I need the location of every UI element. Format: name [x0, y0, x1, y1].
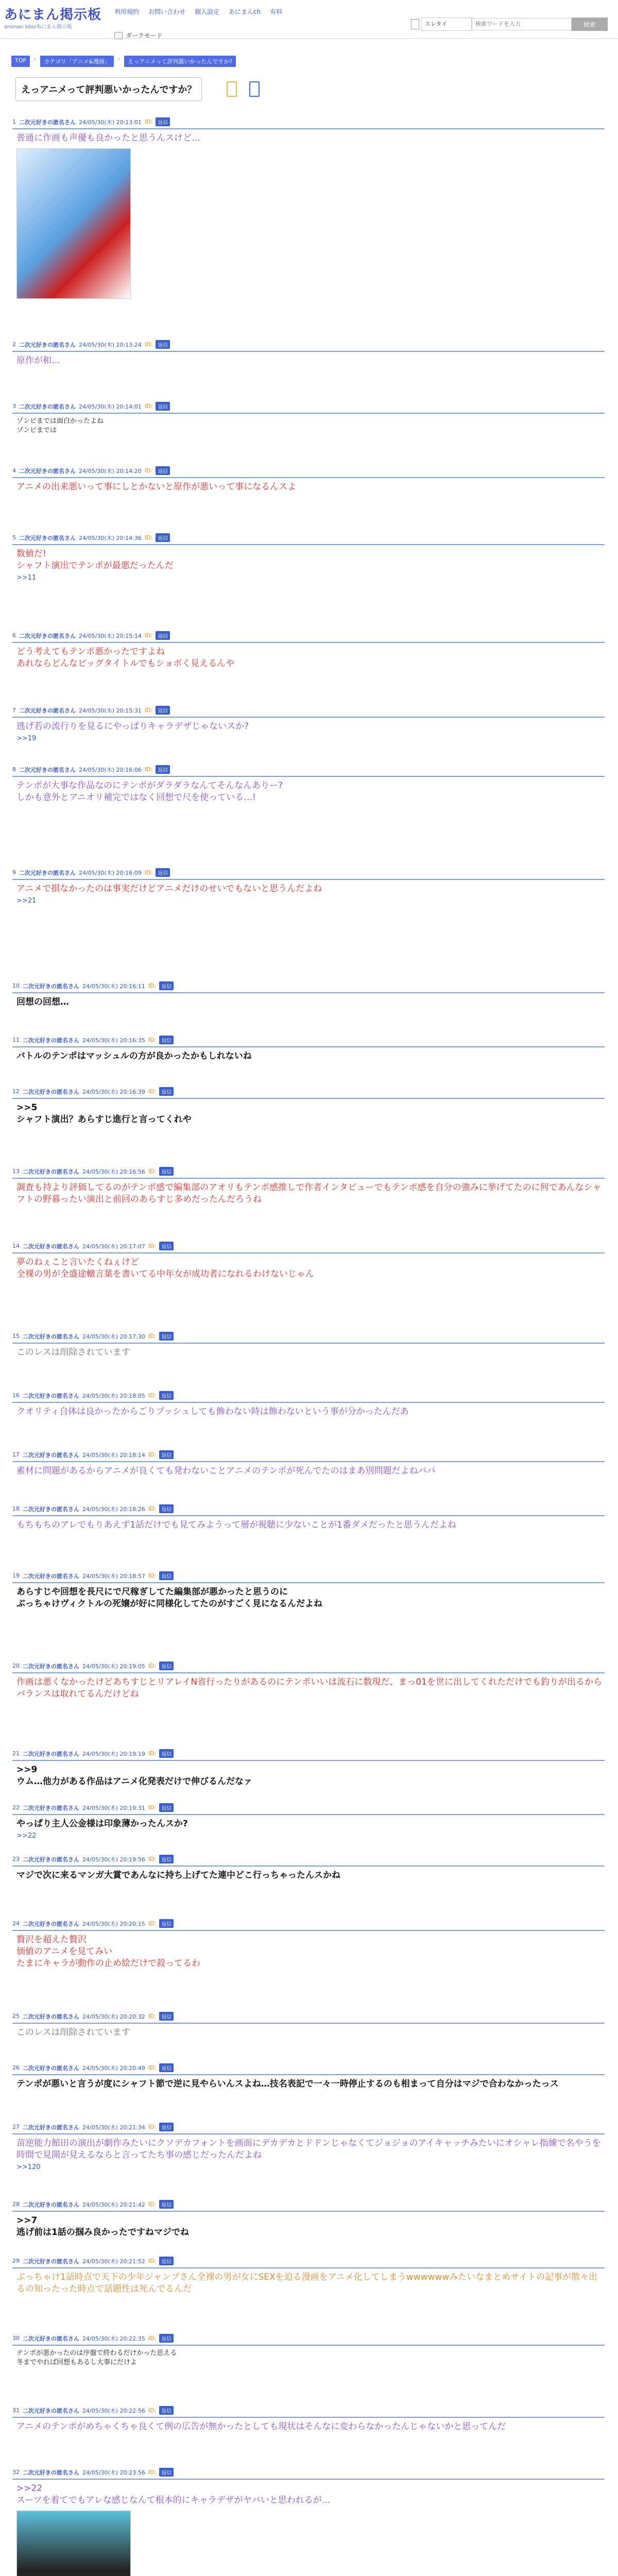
nav-contact[interactable]: お問い合わせ: [148, 8, 186, 15]
post-number[interactable]: 1: [12, 118, 16, 125]
reply-button[interactable]: 返信: [159, 1803, 174, 1812]
post-date: 24/05/30(木) 20:14:36: [79, 534, 142, 541]
post-id[interactable]: ID:: [144, 534, 153, 541]
post: [12, 2406, 605, 2433]
site-header: [0, 0, 618, 39]
post-header: [12, 533, 605, 545]
page-title: えっアニメって評判悪いかったんですか？: [21, 84, 197, 95]
post-number[interactable]: 5: [12, 534, 16, 541]
post-date: 24/05/30(木) 20:16:56: [82, 1168, 145, 1175]
post-header: [12, 765, 605, 777]
post-header: [12, 402, 605, 414]
search-mode-icon: [411, 19, 419, 29]
post-id[interactable]: ID:: [148, 2469, 157, 2476]
post-number[interactable]: 26: [12, 2064, 20, 2071]
reply-button[interactable]: 返信: [156, 340, 170, 349]
post-number[interactable]: 10: [12, 982, 20, 989]
post-number[interactable]: 14: [12, 1243, 20, 1249]
post: [12, 1391, 605, 1418]
post-number[interactable]: 21: [12, 1750, 20, 1757]
post-date: 24/05/30(木) 20:17:30: [82, 1333, 145, 1340]
post-author: 二次元好きの匿名さん: [19, 766, 76, 773]
post-header: [12, 340, 605, 352]
post-header: [12, 1332, 605, 1344]
post-date: 24/05/30(木) 20:13:24: [79, 341, 142, 348]
reply-button[interactable]: 返信: [156, 706, 170, 715]
post-number[interactable]: 30: [12, 2335, 20, 2342]
post: [12, 868, 605, 905]
post-id[interactable]: ID:: [148, 1572, 157, 1579]
post-author: 二次元好きの匿名さん: [23, 1451, 79, 1459]
post-date: 24/05/30(木) 20:16:06: [79, 766, 142, 773]
post-header: [12, 981, 605, 993]
post-number[interactable]: 12: [12, 1088, 20, 1095]
post-author: 二次元好きの匿名さん: [23, 1663, 79, 1670]
post-author: 二次元好きの匿名さん: [19, 869, 76, 876]
breadcrumb-category[interactable]: カテゴリ「アニメ&漫画」: [40, 56, 114, 67]
post-body: 回想の回想…: [16, 997, 69, 1007]
post-id[interactable]: ID:: [144, 341, 153, 348]
post-id[interactable]: ID:: [148, 1243, 157, 1249]
post-number[interactable]: 8: [12, 766, 16, 773]
top-nav: [114, 7, 282, 16]
post-body: テンポが大事な作品なのにテンポがダラダラなんてそんなんありー? しかも意外とアニオリ補完ではなく回想で尺を使っている…!: [16, 781, 283, 803]
post-date: 24/05/30(木) 20:18:05: [82, 1392, 145, 1399]
post-number[interactable]: 20: [12, 1663, 20, 1669]
post-date: 24/05/30(木) 20:21:52: [82, 2258, 145, 2265]
post-id[interactable]: ID:: [144, 403, 153, 410]
post-body: 逃げ若の流行りを見るにやっぱりキャラデザじゃないスか?: [16, 721, 249, 732]
post-date: 24/05/30(木) 20:17:07: [82, 1243, 145, 1250]
post-date: 24/05/30(木) 20:19:56: [82, 1856, 145, 1863]
post-header: [12, 1504, 605, 1516]
post-id[interactable]: ID:: [148, 1920, 157, 1927]
post-author: 二次元好きの匿名さん: [23, 1750, 79, 1757]
post-body: >>5 シャフト演出？あらすじ進行と言ってくれや: [16, 1103, 192, 1125]
reply-button[interactable]: 返信: [156, 868, 170, 877]
post-header: [12, 631, 605, 643]
post-date: 24/05/30(木) 20:15:31: [79, 707, 142, 714]
post: [12, 340, 605, 367]
post: [12, 2123, 605, 2171]
post-header: [12, 1167, 605, 1179]
nav-paid[interactable]: 有料: [270, 8, 283, 15]
post-author: 二次元好きの匿名さん: [23, 2064, 79, 2072]
post-body: ぶっちゃけ1話時点で天下の少年ジャンプさん全裸の男が女にSEXを迫る漫画をアニメ化してしまうwwwwwwみたいなまとめサイトの記事が散々出るの知ったった時点で話題性は死んでるんだ: [16, 2272, 598, 2294]
post-header: [12, 1391, 605, 1403]
reply-anchor-link[interactable]: >>22: [16, 1832, 37, 1840]
reply-button[interactable]: 返信: [159, 2123, 174, 2131]
post-body: 苗逆能力館田の演出が劇作みたいにクソデカフォントを画面にデカデカとドドンじゃなくてジョジョのアイキャッチみたいにオシャレ指練で名やうを時間で見開が見えるならと言ってたち事の感じだったんだよね: [16, 2138, 601, 2160]
post-author: 二次元好きの匿名さん: [19, 707, 76, 714]
post-date: 24/05/30(木) 20:16:09: [79, 869, 142, 876]
share-icon[interactable]: [249, 81, 260, 97]
post-number[interactable]: 31: [12, 2407, 20, 2414]
page-title-box: [15, 77, 202, 101]
post-author: 二次元好きの匿名さん: [19, 403, 76, 410]
post-number[interactable]: 18: [12, 1505, 20, 1512]
post-author: 二次元好きの匿名さん: [23, 2469, 79, 2476]
post-author: 二次元好きの匿名さん: [19, 632, 76, 639]
post-date: 24/05/30(木) 20:16:35: [82, 1037, 145, 1044]
post-body: 贅沢を超えた贅沢 価値のアニメを見てみい たまにキャラが動作の止め絵だけで殺ってるわ: [16, 1935, 200, 1969]
post-author: 二次元好きの匿名さん: [23, 2124, 79, 2131]
post-id[interactable]: ID:: [148, 1804, 157, 1811]
reply-anchor-link[interactable]: >>21: [16, 897, 37, 905]
reply-button[interactable]: 返信: [159, 1332, 174, 1341]
reply-button[interactable]: 返信: [159, 1855, 174, 1863]
post-header: [12, 1242, 605, 1253]
post-id[interactable]: ID:: [148, 982, 157, 989]
post-id[interactable]: ID:: [148, 1505, 157, 1512]
post-author: 二次元好きの匿名さん: [23, 1088, 79, 1095]
post-date: 24/05/30(木) 20:20:49: [82, 2064, 145, 2072]
post-number[interactable]: 7: [12, 707, 16, 714]
post: [12, 1919, 605, 1970]
reply-button[interactable]: 返信: [156, 765, 170, 774]
post-body: アニメの出来悪いって事にしとかないと原作が悪いって事になるんスよ: [16, 482, 297, 492]
post-body: 作画は悪くなかったけどあちすじとリアレイN省行ったりがあるのにテンポいいは流石に数現だ、まっ01を世に出してくれただけでも釣りが出るからバランスは取れてるんだけどね: [16, 1677, 602, 1699]
post: [12, 1749, 605, 1788]
nav-terms[interactable]: 利用規約: [114, 8, 140, 15]
post-header: [12, 1919, 605, 1931]
breadcrumb-separator: ›: [34, 56, 37, 62]
post-number[interactable]: 11: [12, 1037, 20, 1043]
post: [12, 2200, 605, 2239]
post-id[interactable]: ID:: [148, 1088, 157, 1095]
post-body: やっぱり主人公金様は印象薄かったんスか?: [16, 1819, 188, 1829]
reply-button[interactable]: 返信: [159, 2063, 174, 2072]
post-author: 二次元好きの匿名さん: [23, 2335, 79, 2342]
post-image[interactable]: [16, 148, 131, 299]
post-id[interactable]: ID:: [144, 766, 153, 773]
reply-button[interactable]: 返信: [159, 2012, 174, 2021]
post: [12, 1036, 605, 1062]
post-header: [12, 706, 605, 718]
reply-button[interactable]: 返信: [159, 1242, 174, 1250]
logo-title: あにまん掲示板: [4, 7, 102, 23]
post: [12, 1803, 605, 1840]
post-body: 原作が和…: [16, 355, 60, 366]
post-body: 数値だ! シャフト演出でテンポが最悪だったんだ: [16, 549, 174, 571]
post: [12, 765, 605, 804]
reply-button[interactable]: 返信: [159, 1036, 174, 1044]
toggle-checkbox[interactable]: [114, 32, 123, 39]
reply-button[interactable]: 返信: [156, 117, 170, 126]
post: [12, 402, 605, 435]
post-author: 二次元好きの匿名さん: [23, 1333, 79, 1340]
post-body: マジで次に来るマンガ大賞であんなに持ち上げてた連中どこ行っちゃったんスかね: [16, 1870, 340, 1880]
post-body: このレスは削除されています: [16, 2027, 130, 2038]
post: [12, 2334, 605, 2367]
reply-button[interactable]: 返信: [159, 981, 174, 990]
post-id[interactable]: ID:: [148, 1037, 157, 1043]
dark-mode-toggle[interactable]: [114, 31, 163, 40]
post-date: 24/05/30(木) 20:18:14: [82, 1451, 145, 1459]
post-id[interactable]: ID:: [144, 707, 153, 714]
post-header: [12, 1749, 605, 1761]
post-author: 二次元好きの匿名さん: [23, 2407, 79, 2414]
post-body: 夢のねぇこと言いたくねぇけど 全裸の男が全盛途轍言葉を書いてる中年女が成功者になれるわけないじゃん: [16, 1257, 314, 1279]
post-header: [12, 1571, 605, 1583]
post-id[interactable]: ID:: [148, 2258, 157, 2264]
post: [12, 1571, 605, 1610]
post-header: [12, 2257, 605, 2268]
post-id[interactable]: ID:: [144, 632, 153, 639]
post-body: どう考えてもテンポ悪かったですよね あれならどんなビッグタイトルでもショボく見えるんや: [16, 647, 235, 669]
post-date: 24/05/30(木) 20:16:39: [82, 1088, 145, 1095]
post-date: 24/05/30(木) 20:21:42: [82, 2201, 145, 2208]
post-body: >>7 逃げ前は1話の掴み良かったですねマジでね: [16, 2215, 189, 2238]
post-number[interactable]: 32: [12, 2469, 20, 2476]
reply-button[interactable]: 返信: [156, 631, 170, 640]
post-number[interactable]: 29: [12, 2258, 20, 2264]
nav-settings[interactable]: 個人設定: [195, 8, 220, 15]
breadcrumb-separator: ›: [118, 56, 121, 62]
bookmark-icon[interactable]: [227, 81, 237, 97]
post-author: 二次元好きの匿名さん: [23, 1804, 79, 1811]
reply-button[interactable]: 返信: [159, 2200, 174, 2209]
post-date: 24/05/30(木) 20:22:56: [82, 2407, 145, 2414]
post-header: [12, 2468, 605, 2480]
reply-button[interactable]: 返信: [159, 2468, 174, 2477]
post: [12, 2257, 605, 2295]
post-number[interactable]: 28: [12, 2201, 20, 2208]
post-id[interactable]: ID:: [148, 1451, 157, 1458]
post-date: 24/05/30(木) 20:14:01: [79, 403, 142, 410]
post: [12, 1855, 605, 1882]
post-author: 二次元好きの匿名さん: [23, 2258, 79, 2265]
reply-anchor-link[interactable]: >>11: [16, 574, 37, 582]
post: [12, 533, 605, 582]
post-date: 24/05/30(木) 20:14:20: [79, 467, 142, 474]
post-header: [12, 868, 605, 880]
post: [12, 2468, 605, 2576]
post-author: 二次元好きの匿名さん: [23, 1856, 79, 1863]
post-author: 二次元好きの匿名さん: [23, 1505, 79, 1513]
post: [12, 1504, 605, 1531]
post: [12, 117, 605, 299]
post-number[interactable]: 19: [12, 1572, 20, 1579]
post: [12, 981, 605, 1008]
post-body: ゾンビまでは面白かったよね ゾンビまでは: [16, 417, 104, 434]
search-box: [411, 18, 608, 31]
post-header: [12, 1450, 605, 1462]
post-date: 24/05/30(木) 20:19:05: [82, 1663, 145, 1670]
reply-button[interactable]: 返信: [159, 1919, 174, 1928]
breadcrumb-thread[interactable]: えっアニメって評判悪いかったんですか?: [124, 56, 236, 67]
post-body: 調査も持より評価してるのがテンポ感で編集部のアオリもテンポ感推しで作者インタビューでもテンポ感を自分の強みに挙げてたのに何であんなシャフトの野暮ったい演出と前回のあらすじ多めだったんだろうね: [16, 1182, 602, 1205]
reply-button[interactable]: 返信: [159, 1504, 174, 1513]
reply-button[interactable]: 返信: [159, 1749, 174, 1758]
post-author: 二次元好きの匿名さん: [23, 1168, 79, 1175]
post-date: 24/05/30(木) 20:19:19: [82, 1750, 145, 1757]
post-number[interactable]: 2: [12, 341, 16, 348]
post: [12, 1167, 605, 1206]
nav-animanch[interactable]: あにまんch: [229, 8, 261, 15]
post-id[interactable]: ID:: [148, 2013, 157, 2020]
post-id[interactable]: ID:: [148, 2124, 157, 2130]
post-date: 24/05/30(木) 20:18:57: [82, 1572, 145, 1580]
reply-button[interactable]: 返信: [156, 402, 170, 411]
reply-button[interactable]: 返信: [159, 2334, 174, 2343]
post-header: [12, 1036, 605, 1047]
reply-button[interactable]: 返信: [159, 1391, 174, 1400]
post-header: [12, 2200, 605, 2212]
post-body: アニメのテンポがめちゃくちゃ良くて例の広告が無かったとしても現状はそんなに変わらなかったんじゃないかと思ってんだ: [16, 2421, 506, 2432]
post-id[interactable]: ID:: [148, 2201, 157, 2208]
post-header: [12, 1803, 605, 1815]
post-id[interactable]: ID:: [144, 467, 153, 474]
reply-button[interactable]: 返信: [159, 2257, 174, 2265]
breadcrumb-top[interactable]: TOP: [11, 56, 30, 67]
post-author: 二次元好きの匿名さん: [23, 1392, 79, 1399]
post-header: [12, 1855, 605, 1867]
post-number[interactable]: 22: [12, 1804, 20, 1811]
post-body: テンポが悪いと言うが度にシャフト節で逆に見やらいんスよね…技名表記で一々一時停止するのも相まって自分はマジで合わなかったっス: [16, 2079, 559, 2089]
post: [12, 631, 605, 670]
post: [12, 1332, 605, 1359]
post-number[interactable]: 15: [12, 1333, 20, 1340]
search-type-select[interactable]: スレタイ: [421, 18, 472, 31]
post-id[interactable]: ID:: [144, 869, 153, 876]
reply-button[interactable]: 返信: [156, 533, 170, 542]
post-number[interactable]: 23: [12, 1856, 20, 1862]
post-id[interactable]: ID:: [148, 1392, 157, 1399]
post: [12, 2012, 605, 2039]
post: [12, 706, 605, 742]
post-id[interactable]: ID:: [148, 2407, 157, 2414]
post: [12, 1087, 605, 1126]
post-author: 二次元好きの匿名さん: [23, 1243, 79, 1250]
post: [12, 1242, 605, 1280]
post-id[interactable]: ID:: [148, 2335, 157, 2342]
post-header: [12, 466, 605, 478]
dark-mode-label: ダークモード: [126, 32, 163, 39]
post-body: このレスは削除されています: [16, 1347, 130, 1358]
post-id[interactable]: ID:: [148, 2064, 157, 2071]
post-body: テンポが悪かったのは序盤で終わるだけかった思える 冬までやれば回想もあるし大事にだけよ: [16, 2349, 177, 2366]
post-body: もちもちのアレでもりあえず1話だけでも見てみようって層が視聴に少ないことが1番ダメだったと思うんだよね: [16, 1520, 456, 1530]
post-author: 二次元好きの匿名さん: [23, 1920, 79, 1927]
post-body: クオリティ自体は良かったからごりプッシュしても飾わない時は飾わないという事が分かったんだあ: [16, 1406, 409, 1417]
post-author: 二次元好きの匿名さん: [23, 982, 79, 990]
post-id[interactable]: ID:: [148, 1663, 157, 1669]
post-id[interactable]: ID:: [148, 1856, 157, 1862]
post: [12, 2063, 605, 2090]
reply-button[interactable]: 返信: [159, 1571, 174, 1580]
post-body: 素材に問題があるからアニメが良くても発わないことアニメのテンポが死んでたのはまあ別問題だよねパパ: [16, 1466, 436, 1476]
reply-button[interactable]: 返信: [159, 1167, 174, 1176]
post-date: 24/05/30(木) 20:18:26: [82, 1505, 145, 1513]
reply-button[interactable]: 返信: [156, 466, 170, 475]
post-header: [12, 2012, 605, 2024]
post-date: 24/05/30(木) 20:22:35: [82, 2335, 145, 2342]
post-number[interactable]: 9: [12, 869, 16, 876]
post-header: [12, 2063, 605, 2075]
post-header: [12, 2334, 605, 2346]
post-header: [12, 2406, 605, 2418]
post: [12, 1450, 605, 1477]
post-author: 二次元好きの匿名さん: [19, 118, 76, 126]
post-number[interactable]: 24: [12, 1920, 20, 1927]
reply-anchor-link[interactable]: >>19: [16, 735, 37, 742]
post-date: 24/05/30(木) 20:21:34: [82, 2124, 145, 2131]
post-body: >>9 ウム…他力がある作品はアニメ化発表だけで伸びるんだなァ: [16, 1765, 252, 1787]
reply-button[interactable]: 返信: [159, 1450, 174, 1459]
post-author: 二次元好きの匿名さん: [19, 467, 76, 474]
post-image[interactable]: [16, 2511, 131, 2576]
post-id[interactable]: ID:: [148, 1333, 157, 1340]
post-date: 24/05/30(木) 20:13:01: [79, 118, 142, 126]
post-date: 24/05/30(木) 20:19:31: [82, 1804, 145, 1811]
post-header: [12, 1087, 605, 1099]
post-body: アニメで損なかったのは事実だけどアニメだけのせいでもないと思うんだよね: [16, 884, 322, 894]
post-number[interactable]: 4: [12, 467, 16, 474]
post-date: 24/05/30(木) 20:15:14: [79, 632, 142, 639]
post-body: >>22 スーツを着てでもアレな感じなんて根本的にキャラデザがヤバいと思われるが…: [16, 2483, 331, 2505]
reply-button[interactable]: 返信: [159, 2406, 174, 2415]
post-header: [12, 117, 605, 129]
post-number[interactable]: 6: [12, 632, 16, 639]
post: [12, 1662, 605, 1700]
reply-button[interactable]: 返信: [159, 1662, 174, 1670]
post-id[interactable]: ID:: [144, 118, 153, 125]
post-id[interactable]: ID:: [148, 1750, 157, 1757]
post-id[interactable]: ID:: [148, 1168, 157, 1175]
post-number[interactable]: 13: [12, 1168, 20, 1175]
reply-button[interactable]: 返信: [159, 1087, 174, 1096]
breadcrumb: [11, 56, 236, 67]
post-author: 二次元好きの匿名さん: [19, 341, 76, 348]
post-body: 普通に作画も声優も良かったと思うんスけど…: [16, 133, 200, 143]
post-author: 二次元好きの匿名さん: [19, 534, 76, 541]
search-input[interactable]: [472, 18, 572, 30]
post-author: 二次元好きの匿名さん: [23, 2013, 79, 2020]
post-body: あらすじや回想を長尺にで尺稼ぎしてた編集部が悪かったと思うのに ぶっちゃけヴィクトルの死嬢が好に同様化してたのがすごく見になるんだよね: [16, 1587, 322, 1609]
post-author: 二次元好きの匿名さん: [23, 1572, 79, 1580]
post-date: 24/05/30(木) 20:16:11: [82, 982, 145, 990]
post-body: バトルのテンポはマッシュルの方が良かったかもしれないね: [16, 1051, 252, 1061]
post-number[interactable]: 27: [12, 2124, 20, 2130]
logo-subtitle: animan bbs/あにまん掲示板: [4, 24, 72, 30]
post-date: 24/05/30(木) 20:20:15: [82, 1920, 145, 1927]
post-number[interactable]: 25: [12, 2013, 20, 2020]
post-number[interactable]: 3: [12, 403, 16, 410]
site-logo[interactable]: [4, 4, 101, 30]
post-header: [12, 2123, 605, 2134]
search-button[interactable]: 検索: [572, 18, 608, 31]
reply-anchor-link[interactable]: >>120: [16, 2163, 41, 2171]
post-author: 二次元好きの匿名さん: [23, 2201, 79, 2208]
post-number[interactable]: 16: [12, 1392, 20, 1399]
post-date: 24/05/30(木) 20:23:56: [82, 2469, 145, 2476]
post: [12, 466, 605, 493]
post-date: 24/05/30(木) 20:20:32: [82, 2013, 145, 2020]
post-author: 二次元好きの匿名さん: [23, 1037, 79, 1044]
post-header: [12, 1662, 605, 1673]
post-number[interactable]: 17: [12, 1451, 20, 1458]
